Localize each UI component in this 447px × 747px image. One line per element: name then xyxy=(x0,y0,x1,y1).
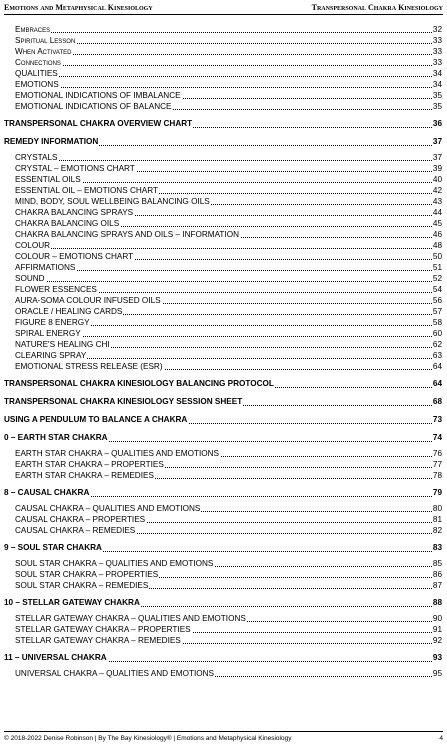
toc-entry[interactable] xyxy=(15,448,442,459)
toc-heading-entry[interactable] xyxy=(4,136,442,148)
toc-entry-page: 46 xyxy=(432,230,442,239)
toc-entry-title: CRYSTALS xyxy=(15,153,58,162)
toc-entry-title: SOUND xyxy=(15,274,45,283)
toc-entry-page: 81 xyxy=(432,515,442,524)
toc-entry-title: CHAKRA BALANCING OILS xyxy=(15,219,120,228)
toc-entry-title: SOUL STAR CHAKRA – QUALITIES AND EMOTIONS xyxy=(15,559,214,568)
toc-entry[interactable] xyxy=(15,196,442,207)
toc-entry-title: Spiritual Lesson xyxy=(15,36,76,45)
toc-entry-page: 45 xyxy=(432,219,442,228)
page-header xyxy=(4,2,443,15)
toc-entry[interactable] xyxy=(15,514,442,525)
toc-entry-title: When Activated xyxy=(15,47,72,56)
toc-entry-title: EARTH STAR CHAKRA – PROPERTIES xyxy=(15,460,164,469)
toc-entry-page: 79 xyxy=(432,488,442,497)
toc-entry[interactable] xyxy=(15,558,442,569)
toc-entry-page: 57 xyxy=(432,307,442,316)
toc-entry-page: 83 xyxy=(432,543,442,552)
toc-entry-page: 91 xyxy=(432,625,442,634)
toc-entry[interactable] xyxy=(15,569,442,580)
toc-entry-title: ORACLE / HEALING CARDS xyxy=(15,307,123,316)
header-book-title: Emotions and Metaphysical Kinesiology xyxy=(4,3,153,12)
footer-copyright: © 2018-2022 Denise Robinson | By The Bay Kinesiology® | Emotions and Metaphysical Kinesiology xyxy=(4,735,292,742)
toc-entry[interactable] xyxy=(15,361,442,372)
toc-entry-title: Embraces xyxy=(15,25,51,34)
toc-entry-page: 33 xyxy=(432,58,442,67)
toc-entry[interactable] xyxy=(15,470,442,481)
toc-entry-page: 73 xyxy=(432,415,442,424)
toc-entry-page: 33 xyxy=(432,36,442,45)
toc-entry-title: EARTH STAR CHAKRA – REMEDIES xyxy=(15,471,154,480)
toc-entry[interactable] xyxy=(15,35,442,46)
toc-entry-page: 51 xyxy=(432,263,442,272)
toc-entry[interactable] xyxy=(15,101,442,112)
toc-entry-title: TRANSPERSONAL CHAKRA OVERVIEW CHART xyxy=(4,119,193,128)
toc-entry-title: 10 – STELLAR GATEWAY CHAKRA xyxy=(4,598,140,607)
toc-entry-page: 92 xyxy=(432,636,442,645)
toc-entry-title: EMOTIONAL INDICATIONS OF IMBALANCE xyxy=(15,91,181,100)
toc-entry-page: 77 xyxy=(432,460,442,469)
toc-entry-title: AFFIRMATIONS xyxy=(15,263,76,272)
toc-heading-entry[interactable] xyxy=(4,487,442,499)
dot-leader xyxy=(15,270,442,271)
toc-entry[interactable] xyxy=(15,163,442,174)
toc-entry-title: 11 – UNIVERSAL CHAKRA xyxy=(4,653,107,662)
toc-entry-title: UNIVERSAL CHAKRA – QUALITIES AND EMOTIONS xyxy=(15,669,214,678)
toc-entry[interactable] xyxy=(15,240,442,251)
toc-entry[interactable] xyxy=(15,525,442,536)
toc-entry-page: 32 xyxy=(432,25,442,34)
dot-leader xyxy=(15,248,442,249)
toc-entry[interactable] xyxy=(15,668,442,679)
toc-entry-title: USING A PENDULUM TO BALANCE A CHAKRA xyxy=(4,415,188,424)
toc-heading-entry[interactable] xyxy=(4,378,442,390)
toc-entry[interactable] xyxy=(15,24,442,35)
toc-entry-title: NATURE'S HEALING CHI xyxy=(15,340,110,349)
toc-entry[interactable] xyxy=(15,90,442,101)
toc-entry-title: CAUSAL CHAKRA – PROPERTIES xyxy=(15,515,146,524)
toc-entry-page: 63 xyxy=(432,351,442,360)
toc-entry-title: CAUSAL CHAKRA – QUALITIES AND EMOTIONS xyxy=(15,504,201,513)
toc-entry-title: QUALITIES xyxy=(15,69,58,78)
toc-entry[interactable] xyxy=(15,503,442,514)
toc-entry-title: SPIRAL ENERGY xyxy=(15,329,81,338)
toc-entry-page: 64 xyxy=(432,362,442,371)
dot-leader xyxy=(15,76,442,77)
dot-leader xyxy=(15,160,442,161)
toc-entry-title: CAUSAL CHAKRA – REMEDIES xyxy=(15,526,136,535)
toc-heading-entry[interactable] xyxy=(4,414,442,426)
toc-entry-title: 9 – SOUL STAR CHAKRA xyxy=(4,543,102,552)
header-section-title: Transpersonal Chakra Kinesiology xyxy=(311,3,443,12)
toc-entry[interactable] xyxy=(15,317,442,328)
dot-leader xyxy=(15,87,442,88)
toc-entry-title: TRANSPERSONAL CHAKRA KINESIOLOGY BALANCING PROTOCOL xyxy=(4,379,274,388)
toc-entry-page: 34 xyxy=(432,80,442,89)
toc-entry[interactable] xyxy=(15,152,442,163)
toc-entry[interactable] xyxy=(15,613,442,624)
toc-entry[interactable] xyxy=(15,273,442,284)
toc-entry[interactable] xyxy=(15,635,442,646)
toc-entry[interactable] xyxy=(15,306,442,317)
toc-entry-page: 48 xyxy=(432,241,442,250)
toc-entry[interactable] xyxy=(15,218,442,229)
toc-entry[interactable] xyxy=(15,339,442,350)
toc-entry[interactable] xyxy=(15,580,442,591)
toc-entry-title: Connections xyxy=(15,58,61,67)
toc-entry-page: 93 xyxy=(432,653,442,662)
toc-entry-title: CHAKRA BALANCING SPRAYS xyxy=(15,208,134,217)
toc-entry-title: 0 – EARTH STAR CHAKRA xyxy=(4,433,108,442)
toc-entry-page: 62 xyxy=(432,340,442,349)
toc-entry-page: 34 xyxy=(432,69,442,78)
dot-leader xyxy=(15,281,442,282)
toc-entry[interactable] xyxy=(15,46,442,57)
toc-entry-page: 54 xyxy=(432,285,442,294)
toc-entry[interactable] xyxy=(15,207,442,218)
toc-heading-entry[interactable] xyxy=(4,396,442,408)
toc-entry-page: 39 xyxy=(432,164,442,173)
toc-entry[interactable] xyxy=(15,295,442,306)
toc-entry-title: REMEDY INFORMATION xyxy=(4,137,99,146)
toc-entry[interactable] xyxy=(15,262,442,273)
toc-entry-title: COLOUR xyxy=(15,241,51,250)
toc-entry-page: 35 xyxy=(432,91,442,100)
toc-entry-page: 64 xyxy=(432,379,442,388)
toc-entry[interactable] xyxy=(15,350,442,361)
toc-entry-page: 74 xyxy=(432,433,442,442)
toc-entry[interactable] xyxy=(15,251,442,262)
dot-leader xyxy=(15,54,442,55)
toc-entry[interactable] xyxy=(15,68,442,79)
toc-entry-page: 56 xyxy=(432,296,442,305)
toc-entry-title: FIGURE 8 ENERGY xyxy=(15,318,90,327)
toc-entry-page: 42 xyxy=(432,186,442,195)
toc-entry-page: 87 xyxy=(432,581,442,590)
toc-entry-title: STELLAR GATEWAY CHAKRA – REMEDIES xyxy=(15,636,181,645)
toc-entry-page: 35 xyxy=(432,102,442,111)
toc-entry-page: 52 xyxy=(432,274,442,283)
toc-heading-entry[interactable] xyxy=(4,432,442,444)
dot-leader xyxy=(15,43,442,44)
toc-entry[interactable] xyxy=(15,57,442,68)
toc-entry-title: CRYSTAL – EMOTIONS CHART xyxy=(15,164,135,173)
toc-entry-title: FLOWER ESSENCES xyxy=(15,285,97,294)
toc-entry-title: STELLAR GATEWAY CHAKRA – QUALITIES AND EMOTIONS xyxy=(15,614,246,623)
toc-entry-title: CLEARING SPRAY xyxy=(15,351,87,360)
toc-entry[interactable] xyxy=(15,229,442,240)
toc-entry-title: 8 – CAUSAL CHAKRA xyxy=(4,488,90,497)
toc-entry[interactable] xyxy=(15,79,442,90)
toc-entry-title: SOUL STAR CHAKRA – REMEDIES xyxy=(15,581,149,590)
toc-entry-page: 68 xyxy=(432,397,442,406)
page-footer xyxy=(4,731,443,744)
toc-heading-entry[interactable] xyxy=(4,542,442,554)
table-of-contents xyxy=(4,24,442,679)
toc-entry-title: EMOTIONAL STRESS RELEASE (ESR) xyxy=(15,362,163,371)
toc-entry-title: EMOTIONAL INDICATIONS OF BALANCE xyxy=(15,102,172,111)
toc-entry-page: 40 xyxy=(432,175,442,184)
toc-entry-title: STELLAR GATEWAY CHAKRA – PROPERTIES xyxy=(15,625,191,634)
toc-entry-title: CHAKRA BALANCING SPRAYS AND OILS – INFORMATION xyxy=(15,230,239,239)
toc-entry-page: 44 xyxy=(432,208,442,217)
toc-entry-page: 58 xyxy=(432,318,442,327)
toc-entry[interactable] xyxy=(15,328,442,339)
toc-entry-page: 82 xyxy=(432,526,442,535)
toc-entry-title: MIND, BODY, SOUL WELLBEING BALANCING OILS xyxy=(15,197,210,206)
toc-entry-title: AURA-SOMA COLOUR INFUSED OILS xyxy=(15,296,161,305)
toc-heading-entry[interactable] xyxy=(4,652,442,664)
toc-entry[interactable] xyxy=(15,284,442,295)
toc-entry[interactable] xyxy=(15,185,442,196)
toc-entry-title: COLOUR – EMOTIONS CHART xyxy=(15,252,134,261)
toc-entry[interactable] xyxy=(15,459,442,470)
toc-entry[interactable] xyxy=(15,174,442,185)
toc-entry-page: 78 xyxy=(432,471,442,480)
toc-entry-page: 50 xyxy=(432,252,442,261)
toc-entry-page: 88 xyxy=(432,598,442,607)
toc-entry[interactable] xyxy=(15,624,442,635)
toc-entry-title: EMOTIONS xyxy=(15,80,59,89)
toc-entry-page: 37 xyxy=(432,153,442,162)
toc-entry-title: EARTH STAR CHAKRA – QUALITIES AND EMOTIONS xyxy=(15,449,219,458)
toc-entry-page: 37 xyxy=(432,137,442,146)
toc-heading-entry[interactable] xyxy=(4,118,442,130)
toc-entry-title: ESSENTIAL OILS xyxy=(15,175,81,184)
toc-entry-page: 60 xyxy=(432,329,442,338)
toc-entry-title: TRANSPERSONAL CHAKRA KINESIOLOGY SESSION SHEET xyxy=(4,397,243,406)
footer-page-number: 4 xyxy=(439,735,443,742)
toc-entry-title: SOUL STAR CHAKRA – PROPERTIES xyxy=(15,570,159,579)
toc-entry-title: ESSENTIAL OIL – EMOTIONS CHART xyxy=(15,186,159,195)
dot-leader xyxy=(15,65,442,66)
toc-entry-page: 76 xyxy=(432,449,442,458)
toc-entry-page: 43 xyxy=(432,197,442,206)
toc-entry-page: 95 xyxy=(432,669,442,678)
toc-entry-page: 80 xyxy=(432,504,442,513)
toc-entry-page: 90 xyxy=(432,614,442,623)
dot-leader xyxy=(15,32,442,33)
toc-heading-entry[interactable] xyxy=(4,597,442,609)
toc-entry-page: 86 xyxy=(432,570,442,579)
toc-entry-page: 85 xyxy=(432,559,442,568)
toc-entry-page: 36 xyxy=(432,119,442,128)
toc-entry-page: 33 xyxy=(432,47,442,56)
